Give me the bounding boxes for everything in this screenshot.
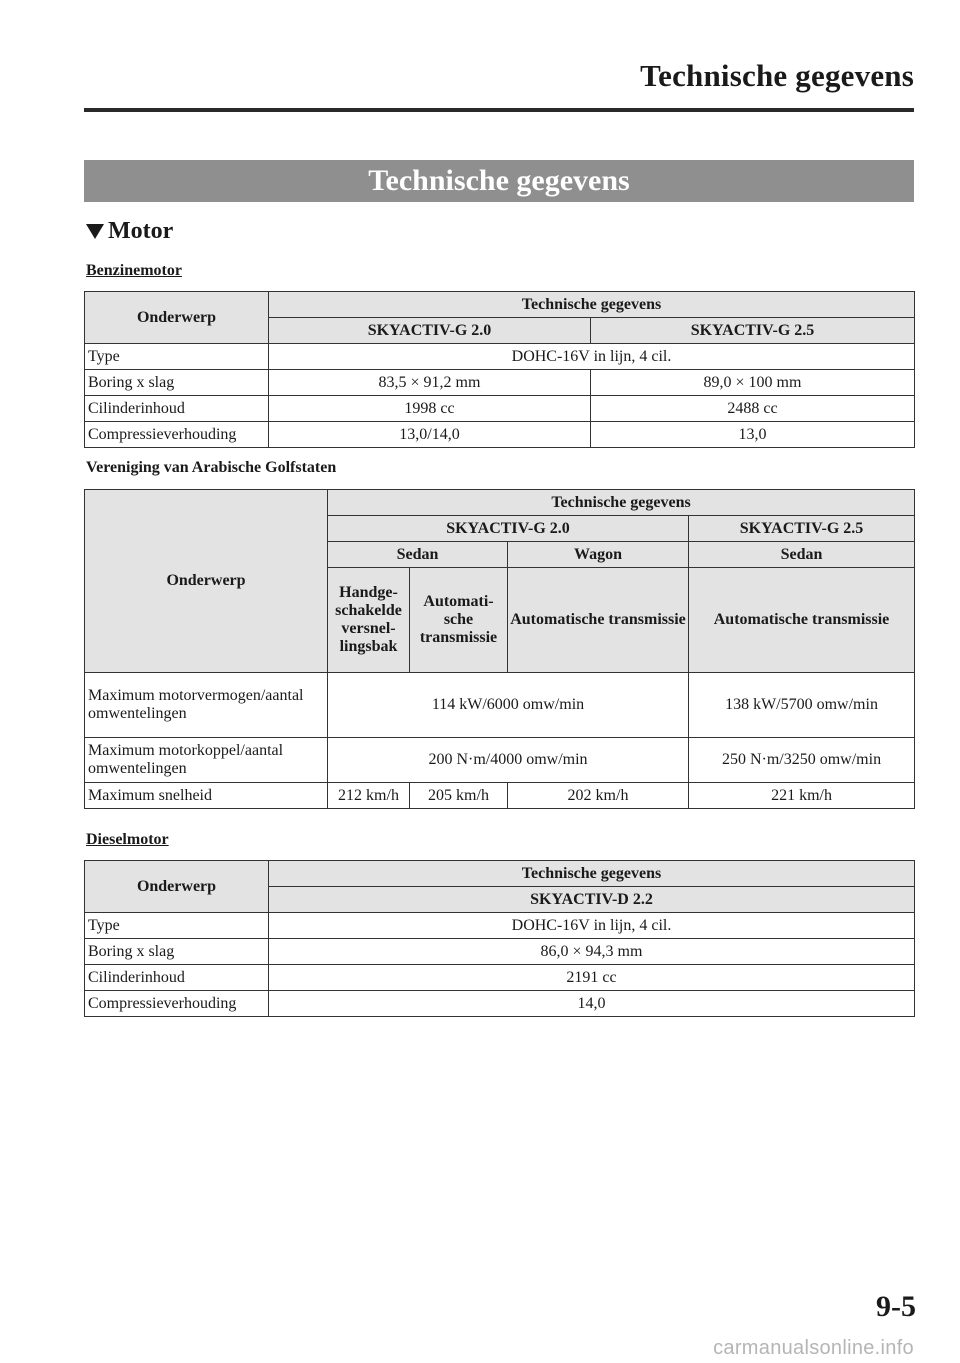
cell-value: 202 km/h — [508, 783, 689, 809]
table-row — [85, 965, 915, 991]
diesel-table — [84, 860, 915, 1017]
table-row — [85, 292, 915, 318]
cell-value: 250 N·m/3250 omw/min — [689, 738, 915, 783]
cell-value: DOHC-16V in lijn, 4 cil. — [269, 344, 915, 370]
table-row — [85, 783, 915, 809]
header-rule — [84, 108, 914, 112]
benzine-table — [84, 291, 915, 448]
col-header-auto-3: Automatische transmissie — [689, 568, 915, 673]
cell-value: 13,0/14,0 — [269, 422, 591, 448]
triangle-down-icon — [86, 224, 104, 239]
col-header-g20: SKYACTIV-G 2.0 — [328, 516, 689, 542]
col-header-wagon: Wagon — [508, 542, 689, 568]
motor-heading — [86, 218, 173, 245]
cell-value: 14,0 — [269, 991, 915, 1017]
col-header-sedan: Sedan — [328, 542, 508, 568]
diesel-heading: Dieselmotor — [86, 831, 169, 848]
cell-value: 221 km/h — [689, 783, 915, 809]
cell-value: 114 kW/6000 omw/min — [328, 673, 689, 738]
golf-table — [84, 489, 915, 809]
table-row — [85, 490, 915, 516]
col-header-item: Onderwerp — [85, 490, 328, 673]
col-header-auto-2: Automatische transmissie — [508, 568, 689, 673]
col-header-g25: SKYACTIV-G 2.5 — [591, 318, 915, 344]
motor-heading-text: Motor — [108, 218, 174, 244]
row-label: Maximum motorvermogen/aantal omwentelingen — [85, 673, 328, 738]
col-header-spec: Technische gegevens — [269, 292, 915, 318]
table-row — [85, 344, 915, 370]
row-label: Compressieverhouding — [85, 991, 269, 1017]
col-header-d22: SKYACTIV-D 2.2 — [269, 887, 915, 913]
row-label: Cilinderinhoud — [85, 396, 269, 422]
cell-value: 83,5 × 91,2 mm — [269, 370, 591, 396]
table-row — [85, 913, 915, 939]
cell-value: 138 kW/5700 omw/min — [689, 673, 915, 738]
cell-value: 2191 cc — [269, 965, 915, 991]
cell-value: 89,0 × 100 mm — [591, 370, 915, 396]
table-row — [85, 861, 915, 887]
cell-value: 86,0 × 94,3 mm — [269, 939, 915, 965]
col-header-g25: SKYACTIV-G 2.5 — [689, 516, 915, 542]
cell-value: DOHC-16V in lijn, 4 cil. — [269, 913, 915, 939]
cell-value: 2488 cc — [591, 396, 915, 422]
table-row — [85, 738, 915, 783]
row-label: Maximum snelheid — [85, 783, 328, 809]
col-header-spec: Technische gegevens — [269, 861, 915, 887]
col-header-g20: SKYACTIV-G 2.0 — [269, 318, 591, 344]
col-header-sedan-b: Sedan — [689, 542, 915, 568]
row-label: Maximum motorkoppel/aantal omwentelingen — [85, 738, 328, 783]
table-row — [85, 422, 915, 448]
cell-value: 200 N·m/4000 omw/min — [328, 738, 689, 783]
col-header-item: Onderwerp — [85, 861, 269, 913]
row-label: Boring x slag — [85, 370, 269, 396]
section-title-bar: Technische gegevens — [84, 160, 914, 202]
table-row — [85, 991, 915, 1017]
row-label: Type — [85, 344, 269, 370]
table-row — [85, 673, 915, 738]
page-number: 9-5 — [876, 1290, 916, 1323]
cell-value: 1998 cc — [269, 396, 591, 422]
running-header-title: Technische gegevens — [640, 58, 914, 93]
col-header-item: Onderwerp — [85, 292, 269, 344]
table-row — [85, 396, 915, 422]
col-header-auto-1: Automati-sche transmissie — [410, 568, 508, 673]
golf-heading: Vereniging van Arabische Golfstaten — [86, 459, 337, 476]
cell-value: 205 km/h — [410, 783, 508, 809]
table-row — [85, 370, 915, 396]
watermark: carmanualsonline.info — [713, 1337, 914, 1359]
row-label: Type — [85, 913, 269, 939]
row-label: Compressieverhouding — [85, 422, 269, 448]
benzine-heading: Benzinemotor — [86, 262, 182, 279]
cell-value: 212 km/h — [328, 783, 410, 809]
table-row — [85, 939, 915, 965]
row-label: Boring x slag — [85, 939, 269, 965]
row-label: Cilinderinhoud — [85, 965, 269, 991]
col-header-manual: Handge-schakelde versnel-lingsbak — [328, 568, 410, 673]
cell-value: 13,0 — [591, 422, 915, 448]
col-header-spec: Technische gegevens — [328, 490, 915, 516]
